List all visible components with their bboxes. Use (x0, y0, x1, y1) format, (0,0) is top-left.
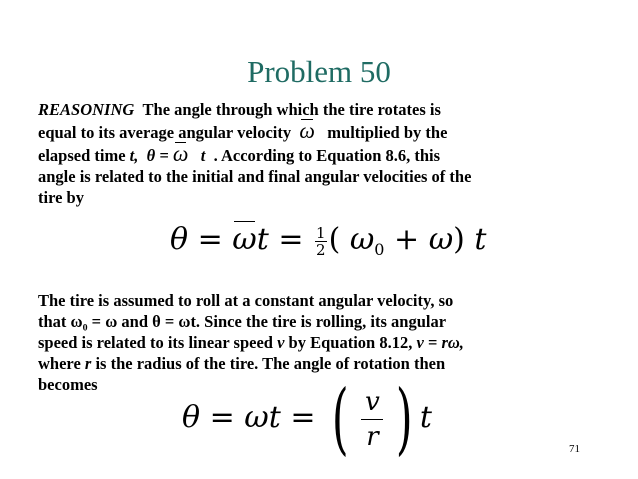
body2-text-4b: r (84, 354, 92, 373)
eq2-lhs: θ = ωt = (182, 400, 325, 435)
body2-text-3c: by Equation 8.12, (288, 333, 413, 352)
reasoning-text-3e: . According to Equation 8.6, this (213, 146, 441, 165)
eq1-sub0: 0 (374, 240, 385, 259)
reasoning-text-2a: equal to its average angular velocity (38, 123, 292, 142)
reasoning-text-3d: t (200, 146, 206, 165)
eq2-denominator: r (366, 421, 379, 452)
reasoning-line-4: angle is related to the initial and final angular velocities of the (38, 167, 472, 186)
body2-line-4 (38, 353, 464, 374)
eq1-close-paren: ) (453, 222, 465, 257)
reasoning-line-1 (38, 99, 471, 120)
eq1-omega-bar: ω (232, 222, 257, 257)
reasoning-label: REASONING (38, 100, 135, 119)
eq1-wbar-t: t = (256, 222, 314, 257)
reasoning-line-2 (38, 120, 471, 143)
eq1-t: t (464, 222, 487, 257)
eq2-close-paren: ) (396, 374, 414, 464)
body2-text-4a: where (38, 354, 81, 373)
omega-bar-symbol-2: ω (172, 141, 189, 166)
reasoning-text-3c: θ = (146, 146, 169, 165)
body2-text-3b: v (277, 333, 285, 352)
eq2-fraction (361, 387, 383, 452)
omega-bar-symbol: ω (299, 118, 315, 143)
eq2-numerator: v (365, 386, 380, 417)
equation-2 (182, 374, 432, 464)
body2-line-1: The tire is assumed to roll at a constant angular velocity, so (38, 291, 454, 310)
eq1-half (315, 225, 327, 258)
body2-line-5: becomes (38, 375, 98, 394)
body2-text-3d: v = rω, (416, 333, 464, 352)
eq1-omega0: ω (349, 222, 375, 257)
eq2-open-paren: ( (331, 374, 349, 464)
reasoning-text-2b: multiplied by the (327, 123, 448, 142)
body2-line-2: that ω₀ = ω and θ = ωt. Since the tire is rolling, its angular (38, 312, 447, 331)
body2-text-4c: is the radius of the tire. The angle of rotation then (95, 354, 446, 373)
reasoning-text-3a: elapsed time (38, 146, 126, 165)
eq1-half-den: 2 (316, 240, 326, 259)
eq2-t: t (419, 400, 432, 435)
eq1-plus-omega: + ω (384, 222, 454, 257)
reasoning-line-5: tire by (38, 188, 84, 207)
eq1-half-num: 1 (316, 223, 326, 242)
equation-1 (170, 222, 486, 259)
reasoning-paragraph (38, 99, 471, 208)
page-number: 71 (569, 443, 580, 455)
body2-line-3 (38, 332, 464, 353)
reasoning-line-3 (38, 143, 471, 166)
eq1-open-paren: ( (328, 222, 341, 257)
body2-text-3a: speed is related to its linear speed (38, 333, 273, 352)
eq2-fraction-bar (361, 419, 383, 420)
reasoning-text-3b: t, (129, 146, 139, 165)
eq1-lhs: θ = (170, 222, 233, 257)
reasoning-text-1: The angle through which the tire rotates is (142, 100, 441, 119)
slide-title: Problem 50 (247, 54, 391, 89)
